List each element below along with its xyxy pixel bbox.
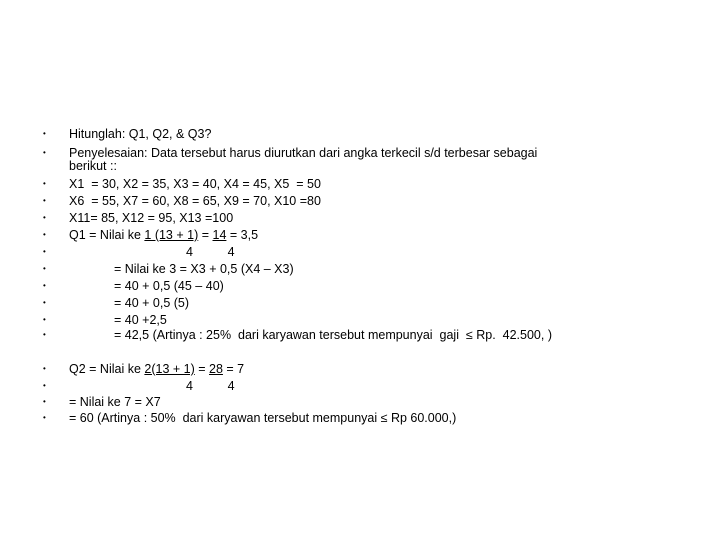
bullet-icon: • xyxy=(43,397,46,406)
q1-step-3: = 40 + 0,5 (5) xyxy=(114,296,190,310)
bullet-icon: • xyxy=(43,148,46,157)
bullet-icon: • xyxy=(43,315,46,324)
data-row-3: X11= 85, X12 = 95, X13 =100 xyxy=(69,211,234,225)
bullet-icon: • xyxy=(43,247,46,256)
q2-numerator: 2(13 + 1) xyxy=(144,362,195,376)
q1-formula xyxy=(69,227,258,243)
bullet-line-question xyxy=(0,126,720,142)
bullet-line-q1-step-4 xyxy=(0,312,720,328)
bullet-line-q2-formula xyxy=(0,361,720,377)
q2-step-2: = 60 (Artinya : 50% dari karyawan tersebut mempunyai ≤ Rp 60.000,) xyxy=(69,411,457,425)
q1-prefix: Q1 = Nilai ke xyxy=(69,228,145,242)
bullet-icon: • xyxy=(43,230,46,239)
bullet-line-data-row-1 xyxy=(0,176,720,192)
bullet-line-q1-step-5 xyxy=(0,327,720,343)
question-text: Hitunglah: Q1, Q2, & Q3? xyxy=(69,127,212,141)
intro-text-line1: Penyelesaian: Data tersebut harus diurutkan dari angka terkecil s/d terbesar sebagai xyxy=(69,146,538,160)
intro-continuation xyxy=(0,158,720,174)
bullet-icon: • xyxy=(43,298,46,307)
bullet-line-q1-step-1 xyxy=(0,261,720,277)
data-row-2: X6 = 55, X7 = 60, X8 = 65, X9 = 70, X10 =80 xyxy=(69,194,321,208)
bullet-icon: • xyxy=(43,213,46,222)
bullet-line-q2-step-2 xyxy=(0,410,720,426)
bullet-line-q1-formula xyxy=(0,227,720,243)
bullet-icon: • xyxy=(43,179,46,188)
bullet-icon: • xyxy=(43,413,46,422)
q1-equals: = xyxy=(198,228,213,242)
q2-equals: = xyxy=(194,362,210,376)
q1-suffix: = 3,5 xyxy=(226,228,259,242)
q1-denominators: 4 4 xyxy=(186,245,235,259)
bullet-line-q1-step-3 xyxy=(0,295,720,311)
q1-step-4: = 40 +2,5 xyxy=(114,313,167,327)
bullet-line-data-row-3 xyxy=(0,210,720,226)
q2-step-1: = Nilai ke 7 = X7 xyxy=(69,395,161,409)
bullet-icon: • xyxy=(43,129,46,138)
bullet-icon: • xyxy=(43,196,46,205)
data-row-1: X1 = 30, X2 = 35, X3 = 40, X4 = 45, X5 = 50 xyxy=(69,177,321,191)
q2-formula xyxy=(69,361,244,377)
bullet-icon: • xyxy=(43,281,46,290)
bullet-icon: • xyxy=(43,364,46,373)
bullet-line-q1-step-2 xyxy=(0,278,720,294)
q2-denominators: 4 4 xyxy=(186,379,235,393)
bullet-line-q1-denominators xyxy=(0,244,720,260)
q1-step-1: = Nilai ke 3 = X3 + 0,5 (X4 – X3) xyxy=(114,262,294,276)
q2-result-numerator: 28 xyxy=(209,362,223,376)
q2-prefix: Q2 = Nilai ke xyxy=(69,362,145,376)
bullet-icon: • xyxy=(43,330,46,339)
bullet-line-q2-step-1 xyxy=(0,394,720,410)
bullet-icon: • xyxy=(43,264,46,273)
bullet-line-q2-denominators xyxy=(0,378,720,394)
intro-text-line2: berikut :: xyxy=(69,159,117,173)
q1-step-5: = 42,5 (Artinya : 25% dari karyawan tersebut mempunyai gaji ≤ Rp. 42.500, ) xyxy=(114,328,552,342)
q1-step-2: = 40 + 0,5 (45 – 40) xyxy=(114,279,224,293)
q1-numerator: 1 (13 + 1) xyxy=(144,228,199,242)
bullet-line-data-row-2 xyxy=(0,193,720,209)
bullet-icon: • xyxy=(43,381,46,390)
q2-suffix: = 7 xyxy=(222,362,245,376)
q1-result-numerator: 14 xyxy=(212,228,227,242)
